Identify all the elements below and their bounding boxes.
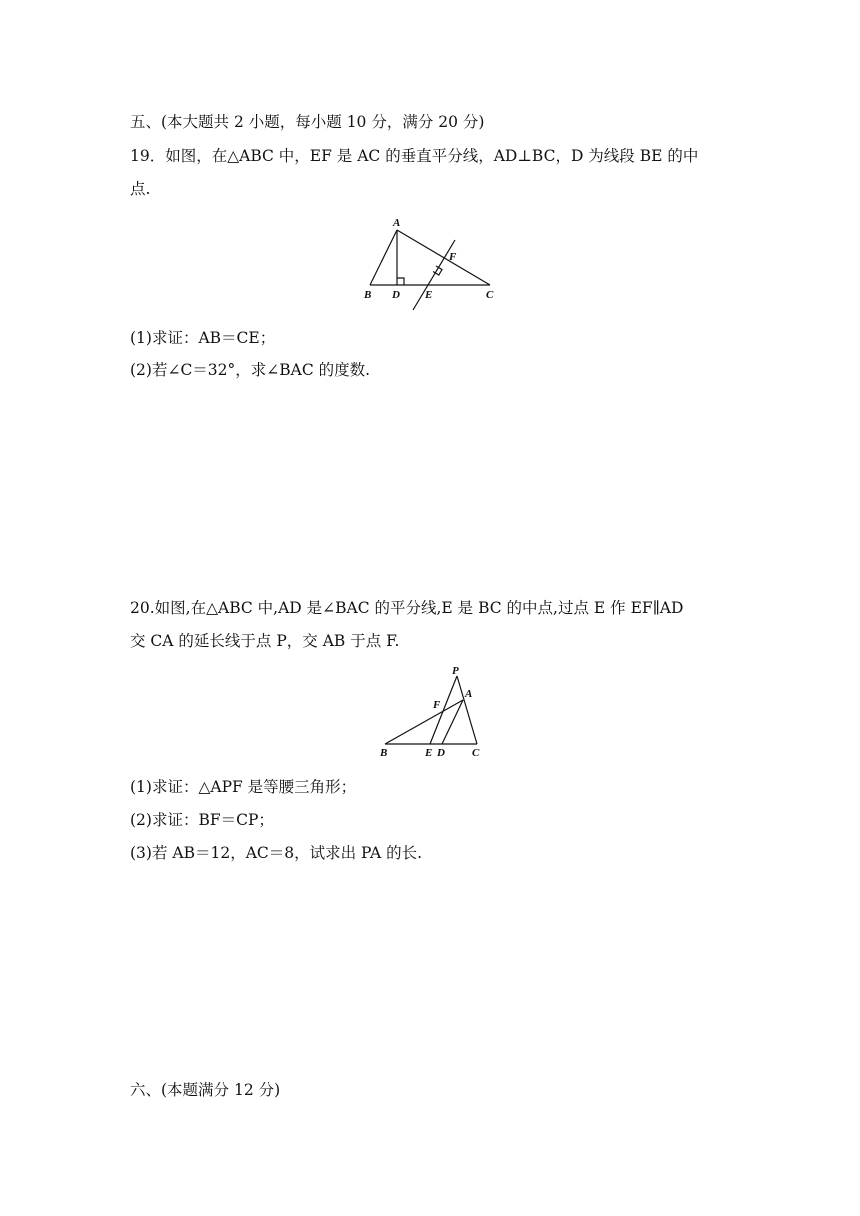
q19-right-angle-d	[397, 278, 404, 285]
q19-label-d: D	[392, 289, 400, 301]
q19-side-ac	[397, 230, 490, 285]
q19-stem-line1: 19．如图，在△ABC 中，EF 是 AC 的垂直平分线，AD⊥BC，D 为线段 BE 的中	[130, 147, 699, 165]
q19-label-b: B	[364, 289, 372, 301]
q20-stem-line2: 交 CA 的延长线于点 P，交 AB 于点 F.	[130, 632, 400, 650]
q20-part2: (2)求证：BF＝CP；	[130, 811, 274, 829]
q20-label-f: F	[433, 699, 441, 711]
q19-figure	[355, 210, 505, 315]
q19-label-e: E	[425, 289, 433, 301]
q19-label-a: A	[393, 217, 401, 229]
section-5-heading: 五、(本大题共 2 小题，每小题 10 分，满分 20 分)	[130, 113, 485, 131]
q20-label-e: E	[425, 747, 433, 759]
q20-stem-line1: 20.如图,在△ABC 中,AD 是∠BAC 的平分线,E 是 BC 的中点,过点 E 作 EF∥AD	[130, 599, 684, 617]
q20-label-d: D	[437, 747, 445, 759]
q19-side-ab	[370, 230, 397, 285]
q19-part1: (1)求证：AB＝CE；	[130, 329, 276, 347]
q19-label-c: C	[486, 289, 494, 301]
q20-label-c: C	[472, 747, 480, 759]
q20-part1: (1)求证：△APF 是等腰三角形；	[130, 778, 357, 796]
q20-side-ba	[385, 700, 463, 744]
q19-stem-line2: 点.	[130, 180, 151, 198]
q20-part3: (3)若 AB＝12，AC＝8，试求出 PA 的长.	[130, 844, 423, 862]
section-6-heading: 六、(本题满分 12 分)	[130, 1081, 281, 1099]
q20-side-pc	[457, 676, 477, 744]
q19-part2: (2)若∠C＝32°，求∠BAC 的度数.	[130, 361, 371, 379]
q20-label-a: A	[465, 688, 473, 700]
q19-label-f: F	[449, 251, 457, 263]
q20-figure	[375, 662, 490, 762]
q20-label-p: P	[452, 665, 459, 677]
q20-label-b: B	[380, 747, 388, 759]
